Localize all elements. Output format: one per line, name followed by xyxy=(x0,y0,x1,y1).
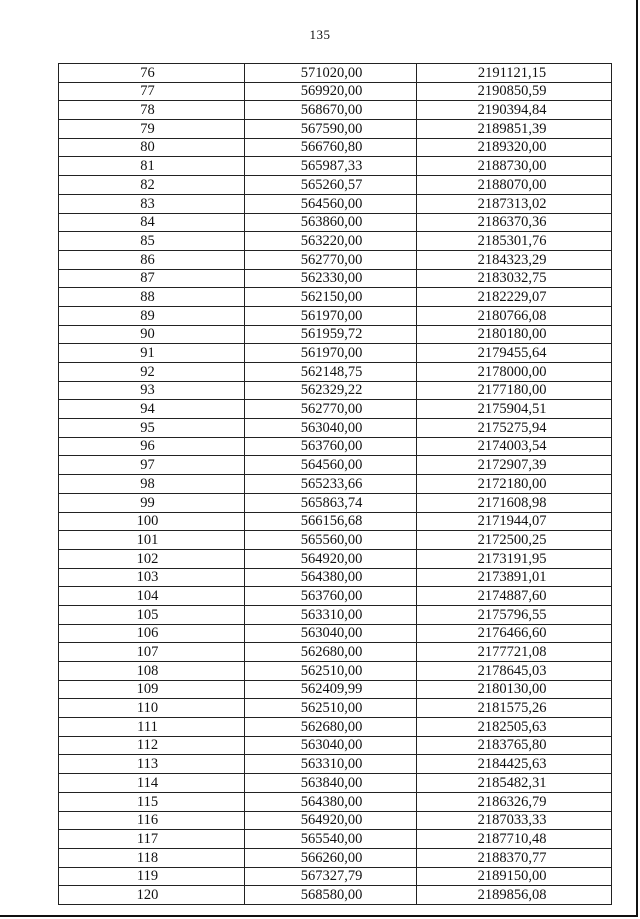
table-row xyxy=(59,549,612,568)
x-coordinate-cell: 562510,00 xyxy=(245,662,417,681)
point-number-cell: 118 xyxy=(59,848,245,867)
point-number-cell: 96 xyxy=(59,437,245,456)
table-row xyxy=(59,680,612,699)
x-coordinate-cell: 563860,00 xyxy=(245,213,417,232)
y-coordinate-cell: 2179455,64 xyxy=(417,344,612,363)
table-row xyxy=(59,344,612,363)
table-row xyxy=(59,363,612,382)
y-coordinate-cell: 2172500,25 xyxy=(417,531,612,550)
x-coordinate-cell: 566760,80 xyxy=(245,138,417,157)
y-coordinate-cell: 2183032,75 xyxy=(417,269,612,288)
table-row xyxy=(59,792,612,811)
table-row xyxy=(59,699,612,718)
y-coordinate-cell: 2187313,02 xyxy=(417,194,612,213)
table-row xyxy=(59,493,612,512)
point-number-cell: 99 xyxy=(59,493,245,512)
point-number-cell: 90 xyxy=(59,325,245,344)
table-row xyxy=(59,306,612,325)
y-coordinate-cell: 2172180,00 xyxy=(417,475,612,494)
point-number-cell: 102 xyxy=(59,549,245,568)
y-coordinate-cell: 2189856,08 xyxy=(417,886,612,905)
x-coordinate-cell: 562680,00 xyxy=(245,718,417,737)
table-row xyxy=(59,774,612,793)
x-coordinate-cell: 568670,00 xyxy=(245,101,417,120)
x-coordinate-cell: 565540,00 xyxy=(245,830,417,849)
x-coordinate-cell: 566156,68 xyxy=(245,512,417,531)
y-coordinate-cell: 2189150,00 xyxy=(417,867,612,886)
table-row xyxy=(59,605,612,624)
y-coordinate-cell: 2188730,00 xyxy=(417,157,612,176)
table-row xyxy=(59,213,612,232)
point-number-cell: 83 xyxy=(59,194,245,213)
y-coordinate-cell: 2188070,00 xyxy=(417,176,612,195)
point-number-cell: 107 xyxy=(59,643,245,662)
y-coordinate-cell: 2184425,63 xyxy=(417,755,612,774)
table-row xyxy=(59,381,612,400)
coordinates-table xyxy=(58,63,612,905)
table-row xyxy=(59,848,612,867)
y-coordinate-cell: 2183765,80 xyxy=(417,736,612,755)
y-coordinate-cell: 2171944,07 xyxy=(417,512,612,531)
point-number-cell: 80 xyxy=(59,138,245,157)
point-number-cell: 87 xyxy=(59,269,245,288)
table-row xyxy=(59,755,612,774)
table-row xyxy=(59,419,612,438)
x-coordinate-cell: 567590,00 xyxy=(245,120,417,139)
y-coordinate-cell: 2178645,03 xyxy=(417,662,612,681)
table-row xyxy=(59,82,612,101)
table-row xyxy=(59,830,612,849)
x-coordinate-cell: 562409,99 xyxy=(245,680,417,699)
x-coordinate-cell: 565233,66 xyxy=(245,475,417,494)
x-coordinate-cell: 562510,00 xyxy=(245,699,417,718)
y-coordinate-cell: 2190394,84 xyxy=(417,101,612,120)
table-row xyxy=(59,232,612,251)
y-coordinate-cell: 2173191,95 xyxy=(417,549,612,568)
point-number-cell: 98 xyxy=(59,475,245,494)
x-coordinate-cell: 563040,00 xyxy=(245,419,417,438)
point-number-cell: 81 xyxy=(59,157,245,176)
x-coordinate-cell: 565987,33 xyxy=(245,157,417,176)
point-number-cell: 119 xyxy=(59,867,245,886)
x-coordinate-cell: 564380,00 xyxy=(245,568,417,587)
y-coordinate-cell: 2191121,15 xyxy=(417,64,612,83)
y-coordinate-cell: 2175796,55 xyxy=(417,605,612,624)
point-number-cell: 105 xyxy=(59,605,245,624)
table-row xyxy=(59,624,612,643)
x-coordinate-cell: 563840,00 xyxy=(245,774,417,793)
point-number-cell: 114 xyxy=(59,774,245,793)
x-coordinate-cell: 565863,74 xyxy=(245,493,417,512)
table-row xyxy=(59,194,612,213)
point-number-cell: 103 xyxy=(59,568,245,587)
y-coordinate-cell: 2182505,63 xyxy=(417,718,612,737)
y-coordinate-cell: 2180130,00 xyxy=(417,680,612,699)
point-number-cell: 101 xyxy=(59,531,245,550)
table-row xyxy=(59,512,612,531)
point-number-cell: 95 xyxy=(59,419,245,438)
point-number-cell: 112 xyxy=(59,736,245,755)
y-coordinate-cell: 2184323,29 xyxy=(417,250,612,269)
point-number-cell: 86 xyxy=(59,250,245,269)
y-coordinate-cell: 2181575,26 xyxy=(417,699,612,718)
point-number-cell: 92 xyxy=(59,363,245,382)
table-row xyxy=(59,718,612,737)
point-number-cell: 120 xyxy=(59,886,245,905)
table-row xyxy=(59,811,612,830)
x-coordinate-cell: 562770,00 xyxy=(245,400,417,419)
y-coordinate-cell: 2177721,08 xyxy=(417,643,612,662)
x-coordinate-cell: 563310,00 xyxy=(245,755,417,774)
x-coordinate-cell: 562148,75 xyxy=(245,363,417,382)
point-number-cell: 78 xyxy=(59,101,245,120)
x-coordinate-cell: 563040,00 xyxy=(245,736,417,755)
x-coordinate-cell: 569920,00 xyxy=(245,82,417,101)
table-row xyxy=(59,269,612,288)
point-number-cell: 106 xyxy=(59,624,245,643)
x-coordinate-cell: 561970,00 xyxy=(245,306,417,325)
point-number-cell: 85 xyxy=(59,232,245,251)
y-coordinate-cell: 2180180,00 xyxy=(417,325,612,344)
x-coordinate-cell: 564920,00 xyxy=(245,811,417,830)
y-coordinate-cell: 2190850,59 xyxy=(417,82,612,101)
y-coordinate-cell: 2172907,39 xyxy=(417,456,612,475)
point-number-cell: 94 xyxy=(59,400,245,419)
table-row xyxy=(59,138,612,157)
table-row xyxy=(59,531,612,550)
page-number: 135 xyxy=(309,27,331,42)
x-coordinate-cell: 562770,00 xyxy=(245,250,417,269)
y-coordinate-cell: 2180766,08 xyxy=(417,306,612,325)
table-row xyxy=(59,400,612,419)
point-number-cell: 113 xyxy=(59,755,245,774)
table-row xyxy=(59,120,612,139)
point-number-cell: 111 xyxy=(59,718,245,737)
point-number-cell: 82 xyxy=(59,176,245,195)
table-row xyxy=(59,176,612,195)
y-coordinate-cell: 2174003,54 xyxy=(417,437,612,456)
point-number-cell: 89 xyxy=(59,306,245,325)
x-coordinate-cell: 563760,00 xyxy=(245,587,417,606)
point-number-cell: 91 xyxy=(59,344,245,363)
point-number-cell: 77 xyxy=(59,82,245,101)
table-row xyxy=(59,475,612,494)
x-coordinate-cell: 566260,00 xyxy=(245,848,417,867)
point-number-cell: 117 xyxy=(59,830,245,849)
y-coordinate-cell: 2188370,77 xyxy=(417,848,612,867)
x-coordinate-cell: 568580,00 xyxy=(245,886,417,905)
table-row xyxy=(59,568,612,587)
y-coordinate-cell: 2175275,94 xyxy=(417,419,612,438)
y-coordinate-cell: 2178000,00 xyxy=(417,363,612,382)
y-coordinate-cell: 2185482,31 xyxy=(417,774,612,793)
point-number-cell: 104 xyxy=(59,587,245,606)
table-row xyxy=(59,437,612,456)
x-coordinate-cell: 563310,00 xyxy=(245,605,417,624)
x-coordinate-cell: 562150,00 xyxy=(245,288,417,307)
x-coordinate-cell: 563040,00 xyxy=(245,624,417,643)
x-coordinate-cell: 562680,00 xyxy=(245,643,417,662)
point-number-cell: 93 xyxy=(59,381,245,400)
coordinates-table-body xyxy=(59,64,612,905)
x-coordinate-cell: 564560,00 xyxy=(245,456,417,475)
table-row xyxy=(59,64,612,83)
y-coordinate-cell: 2186370,36 xyxy=(417,213,612,232)
x-coordinate-cell: 565260,57 xyxy=(245,176,417,195)
x-coordinate-cell: 564920,00 xyxy=(245,549,417,568)
point-number-cell: 110 xyxy=(59,699,245,718)
y-coordinate-cell: 2174887,60 xyxy=(417,587,612,606)
table-row xyxy=(59,736,612,755)
y-coordinate-cell: 2189320,00 xyxy=(417,138,612,157)
point-number-cell: 76 xyxy=(59,64,245,83)
x-coordinate-cell: 562329,22 xyxy=(245,381,417,400)
table-row xyxy=(59,886,612,905)
point-number-cell: 79 xyxy=(59,120,245,139)
y-coordinate-cell: 2185301,76 xyxy=(417,232,612,251)
x-coordinate-cell: 561959,72 xyxy=(245,325,417,344)
point-number-cell: 116 xyxy=(59,811,245,830)
table-row xyxy=(59,157,612,176)
table-row xyxy=(59,867,612,886)
y-coordinate-cell: 2186326,79 xyxy=(417,792,612,811)
x-coordinate-cell: 563760,00 xyxy=(245,437,417,456)
point-number-cell: 100 xyxy=(59,512,245,531)
y-coordinate-cell: 2189851,39 xyxy=(417,120,612,139)
x-coordinate-cell: 564380,00 xyxy=(245,792,417,811)
point-number-cell: 109 xyxy=(59,680,245,699)
y-coordinate-cell: 2177180,00 xyxy=(417,381,612,400)
y-coordinate-cell: 2187033,33 xyxy=(417,811,612,830)
x-coordinate-cell: 564560,00 xyxy=(245,194,417,213)
point-number-cell: 84 xyxy=(59,213,245,232)
table-row xyxy=(59,662,612,681)
y-coordinate-cell: 2182229,07 xyxy=(417,288,612,307)
table-row xyxy=(59,288,612,307)
point-number-cell: 88 xyxy=(59,288,245,307)
point-number-cell: 108 xyxy=(59,662,245,681)
table-row xyxy=(59,101,612,120)
y-coordinate-cell: 2187710,48 xyxy=(417,830,612,849)
point-number-cell: 97 xyxy=(59,456,245,475)
x-coordinate-cell: 561970,00 xyxy=(245,344,417,363)
table-row xyxy=(59,456,612,475)
x-coordinate-cell: 571020,00 xyxy=(245,64,417,83)
table-row xyxy=(59,325,612,344)
x-coordinate-cell: 563220,00 xyxy=(245,232,417,251)
table-row xyxy=(59,643,612,662)
x-coordinate-cell: 567327,79 xyxy=(245,867,417,886)
point-number-cell: 115 xyxy=(59,792,245,811)
x-coordinate-cell: 565560,00 xyxy=(245,531,417,550)
table-row xyxy=(59,587,612,606)
table-row xyxy=(59,250,612,269)
y-coordinate-cell: 2176466,60 xyxy=(417,624,612,643)
x-coordinate-cell: 562330,00 xyxy=(245,269,417,288)
y-coordinate-cell: 2171608,98 xyxy=(417,493,612,512)
y-coordinate-cell: 2173891,01 xyxy=(417,568,612,587)
y-coordinate-cell: 2175904,51 xyxy=(417,400,612,419)
